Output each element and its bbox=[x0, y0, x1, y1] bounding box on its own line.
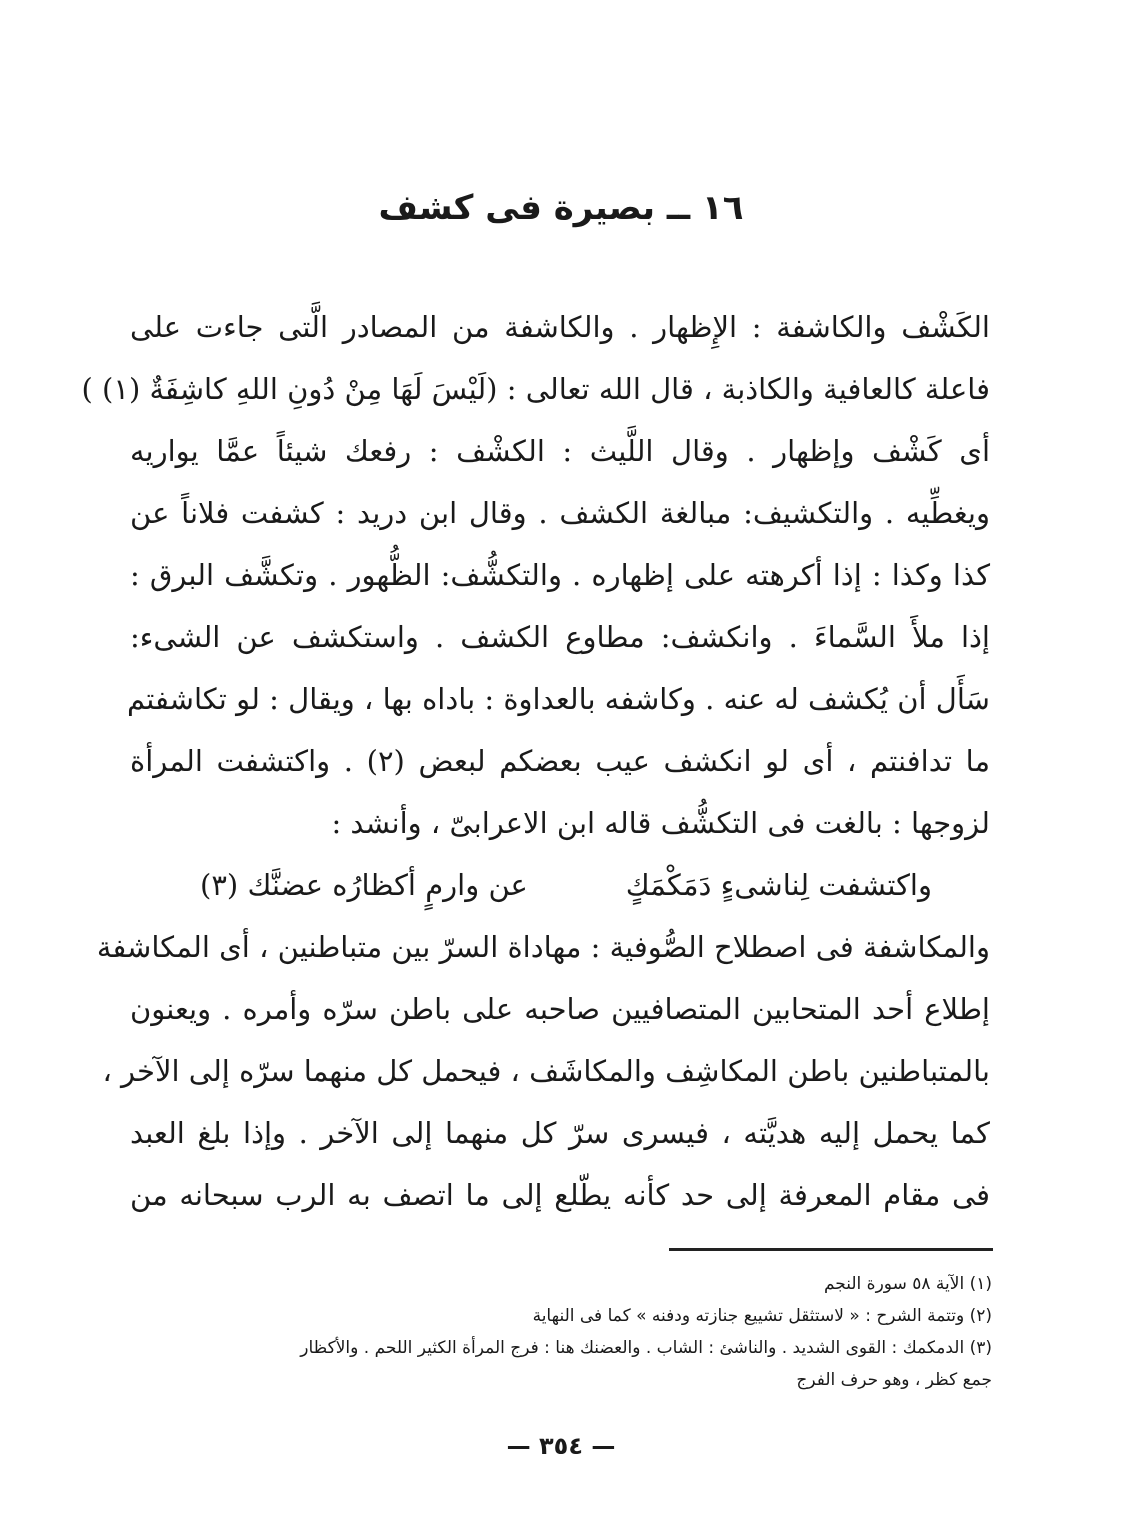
text-line: فاعلة كالعافية والكاذبة ، قال الله تعالى : (لَيْسَ لَهَا مِنْ دُونِ اللهِ كاشِفَةٌ (١) ) bbox=[81, 372, 990, 406]
page-number: — ٣٥٤ — bbox=[506, 1432, 616, 1460]
main-text bbox=[81, 296, 991, 1226]
text-line: الكَشْف والكاشفة : الإِظهار . والكاشفة من المصادر الَّتى جاءت على bbox=[130, 310, 990, 344]
text-line: إطلاع أحد المتحابين المتصافيين صاحبه على باطن سرّه وأمره . ويعنون bbox=[130, 992, 990, 1026]
footnote: جمع كظر ، وهو حرف الفرج bbox=[796, 1370, 992, 1390]
text-line: والمكاشفة فى اصطلاح الصُّوفية : مهاداة السرّ بين متباطنين ، أى المكاشفة bbox=[96, 930, 990, 964]
text-line: لزوجها : بالغت فى التكشُّف قاله ابن الاعرابىّ ، وأنشد : bbox=[331, 806, 990, 840]
chapter-title: ١٦ ــ بصيرة فى كشف bbox=[378, 188, 744, 228]
text-line: بالمتباطنين باطن المكاشِف والمكاشَف ، فيحمل كل منهما سرّه إلى الآخر ، bbox=[102, 1054, 990, 1088]
footnote: (٣) الدمكمك : القوى الشديد . والناشئ : الشاب . والعضنك هنا : فرج المرأة الكثير اللحم . والأكظار bbox=[300, 1338, 992, 1358]
poetry-verse bbox=[130, 854, 990, 916]
text-line: أى كَشْف وإظهار . وقال اللَّيث : الكشْف : رفعك شيئاً عمَّا يواريه bbox=[130, 434, 990, 468]
text-line: ما تدافنتم ، أى لو انكشف عيب بعضكم لبعض (٢) . واكتشفت المرأة bbox=[130, 744, 991, 778]
verse-second-hemistich: عن وارمٍ أكظارُه عضنَّك (٣) bbox=[200, 868, 528, 902]
footnote-separator bbox=[669, 1248, 993, 1251]
footnotes bbox=[120, 1268, 992, 1396]
verse-first-hemistich: واكتشفت لِناشىءٍ دَمَكْمَكٍ bbox=[625, 868, 932, 902]
footnote: (٢) وتتمة الشرح : « لاستثقل تشييع جنازته ودفنه » كما فى النهاية bbox=[532, 1306, 992, 1326]
text-line: ويغطِّيه . والتكشيف: مبالغة الكشف . وقال ابن دريد : كشفت فلاناً عن bbox=[130, 496, 990, 530]
text-line: فى مقام المعرفة إلى حد كأنه يطّلع إلى ما اتصف به الرب سبحانه من bbox=[130, 1178, 990, 1212]
footnote: (١) الآية ٥٨ سورة النجم bbox=[823, 1274, 992, 1294]
text-line: إذا ملأَ السَّماءَ . وانكشف: مطاوع الكشف . واستكشف عن الشىء: bbox=[130, 620, 990, 654]
text-line: كما يحمل إليه هديَّته ، فيسرى سرّ كل منهما إلى الآخر . وإذا بلغ العبد bbox=[130, 1116, 990, 1150]
text-line: كذا وكذا : إذا أكرهته على إظهاره . والتكشُّف: الظُّهور . وتكشَّف البرق : bbox=[130, 558, 990, 592]
text-line: سَأَل أن يُكشف له عنه . وكاشفه بالعداوة : باداه بها ، ويقال : لو تكاشفتم bbox=[126, 682, 990, 716]
